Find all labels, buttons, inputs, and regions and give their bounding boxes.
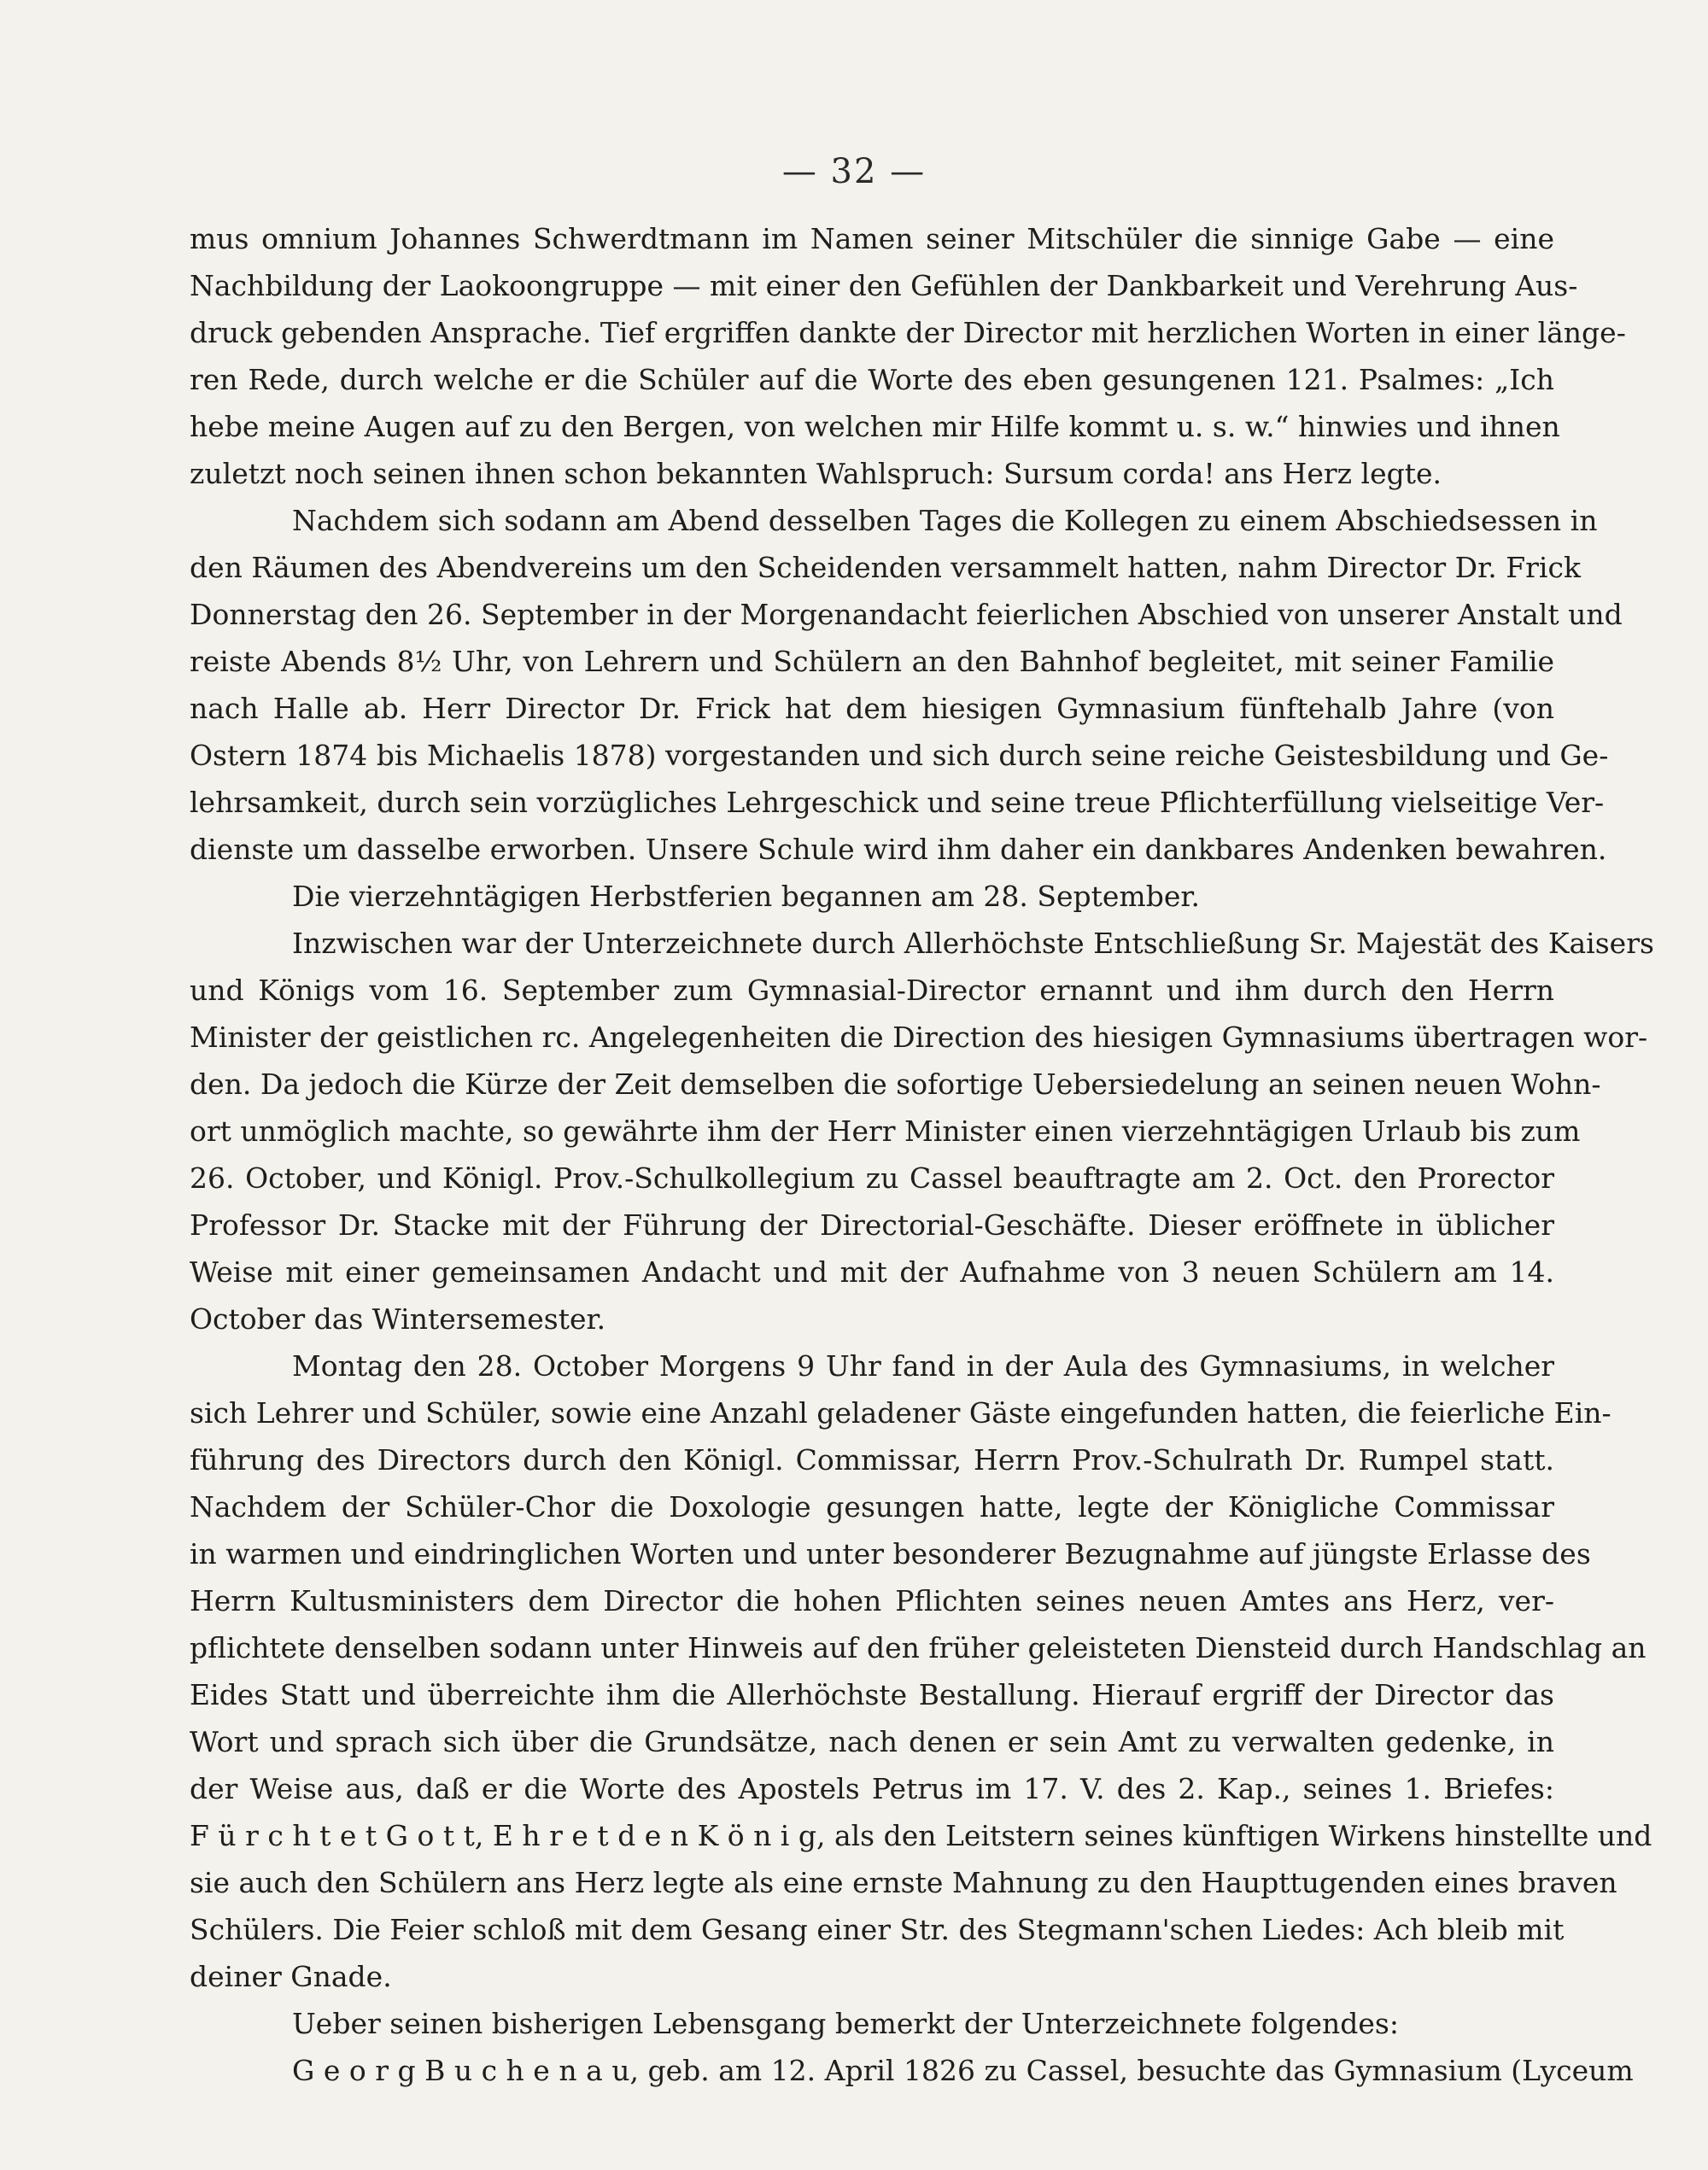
text-line: sich Lehrer und Schüler, sowie eine Anzahl geladener Gäste eingefunden hatten, die feierliche Ein- (190, 1396, 1611, 1430)
text-line: sie auch den Schülern ans Herz legte als eine ernste Mahnung zu den Haupttugenden eines braven (190, 1866, 1617, 1899)
text-line: pflichtete denselben sodann unter Hinweis auf den früher geleisteten Diensteid durch Handschlag an (190, 1631, 1647, 1664)
text-line: G e o r g B u c h e n a u, geb. am 12. April 1826 zu Cassel, besuchte das Gymnasium (Lyceum (292, 2054, 1634, 2087)
text-line: lehrsamkeit, durch sein vorzügliches Lehrgeschick und seine treue Pflichterfüllung vielseitige Ver- (190, 786, 1605, 819)
text-line: dienste um dasselbe erworben. Unsere Schule wird ihm daher ein dankbares Andenken bewahren. (190, 833, 1607, 866)
text-line: führung des Directors durch den Königl. Commissar, Herrn Prov.-Schulrath Dr. Rumpel statt. (190, 1443, 1554, 1477)
text-line: Nachdem der Schüler-Chor die Doxologie gesungen hatte, legte der Königliche Commissar (190, 1490, 1554, 1524)
text-line: den. Da jedoch die Kürze der Zeit demselben die sofortige Uebersiedelung an seinen neuen Wohn- (190, 1067, 1601, 1101)
text-line: Wort und sprach sich über die Grundsätze, nach denen er sein Amt zu verwalten gedenke, in (190, 1725, 1554, 1758)
text-line: zuletzt noch seinen ihnen schon bekannten Wahlspruch: Sursum corda! ans Herz legte. (190, 457, 1442, 490)
text-line: reiste Abends 8½ Uhr, von Lehrern und Schülern an den Bahnhof begleitet, mit seiner Familie (190, 645, 1554, 678)
text-line: hebe meine Augen auf zu den Bergen, von welchen mir Hilfe kommt u. s. w.“ hinwies und ihnen (190, 410, 1560, 443)
text-line: 26. October, und Königl. Prov.-Schulkollegium zu Cassel beauftragte am 2. Oct. den Prorector (190, 1161, 1554, 1195)
text-line: den Räumen des Abendvereins um den Scheidenden versammelt hatten, nahm Director Dr. Frick (190, 551, 1581, 584)
text-line: deiner Gnade. (190, 1960, 392, 1993)
text-line: Eides Statt und überreichte ihm die Allerhöchste Bestallung. Hierauf ergriff der Director das (190, 1678, 1554, 1711)
text-line: Die vierzehntägigen Herbstferien begannen am 28. September. (292, 880, 1201, 913)
text-line: F ü r c h t e t G o t t, E h r e t d e n K ö n i g, als den Leitstern seines künftigen Wirkens hinstellte und (190, 1819, 1652, 1852)
text-line: Inzwischen war der Unterzeichnete durch Allerhöchste Entschließung Sr. Majestät des Kaisers (292, 927, 1654, 960)
text-line: Weise mit einer gemeinsamen Andacht und mit der Aufnahme von 3 neuen Schülern am 14. (190, 1255, 1554, 1289)
text-line: Schülers. Die Feier schloß mit dem Gesang einer Str. des Stegmann'schen Liedes: Ach bleib mit (190, 1913, 1565, 1946)
text-line: in warmen und eindringlichen Worten und unter besonderer Bezugnahme auf jüngste Erlasse des (190, 1537, 1591, 1570)
text-line: ren Rede, durch welche er die Schüler auf die Worte des eben gesungenen 121. Psalmes: „Ich (190, 363, 1554, 396)
text-line: Herrn Kultusministers dem Director die hohen Pflichten seines neuen Amtes ans Herz, ver- (190, 1584, 1554, 1617)
text-line: druck gebenden Ansprache. Tief ergriffen dankte der Director mit herzlichen Worten in einer länge- (190, 316, 1626, 349)
body-text (190, 215, 1654, 2094)
text-line: Montag den 28. October Morgens 9 Uhr fand in der Aula des Gymnasiums, in welcher (292, 1349, 1554, 1383)
text-line: nach Halle ab. Herr Director Dr. Frick hat dem hiesigen Gymnasium fünftehalb Jahre (von (190, 692, 1554, 725)
text-line: und Königs vom 16. September zum Gymnasial-Director ernannt und ihm durch den Herrn (190, 974, 1554, 1007)
text-line: Nachdem sich sodann am Abend desselben Tages die Kollegen zu einem Abschiedsessen in (292, 504, 1598, 537)
text-line: ort unmöglich machte, so gewährte ihm der Herr Minister einen vierzehntägigen Urlaub bis zum (190, 1114, 1581, 1148)
text-line: Ostern 1874 bis Michaelis 1878) vorgestanden und sich durch seine reiche Geistesbildung und Ge- (190, 739, 1609, 772)
text-line: Professor Dr. Stacke mit der Führung der Directorial-Geschäfte. Dieser eröffnete in üblicher (190, 1208, 1554, 1242)
text-line: Donnerstag den 26. September in der Morgenandacht feierlichen Abschied von unserer Anstalt und (190, 598, 1623, 631)
text-line: Ueber seinen bisherigen Lebensgang bemerkt der Unterzeichnete folgendes: (292, 2007, 1399, 2040)
page-number: — 32 — (781, 152, 927, 191)
text-line: der Weise aus, daß er die Worte des Apostels Petrus im 17. V. des 2. Kap., seines 1. Briefes: (190, 1772, 1554, 1805)
text-line: Nachbildung der Laokoongruppe — mit einer den Gefühlen der Dankbarkeit und Verehrung Aus- (190, 269, 1578, 302)
text-line: Minister der geistlichen rc. Angelegenheiten die Direction des hiesigen Gymnasiums übertragen wor- (190, 1021, 1648, 1054)
text-line: mus omnium Johannes Schwerdtmann im Namen seiner Mitschüler die sinnige Gabe — eine (190, 222, 1554, 255)
text-line: October das Wintersemester. (190, 1302, 606, 1336)
